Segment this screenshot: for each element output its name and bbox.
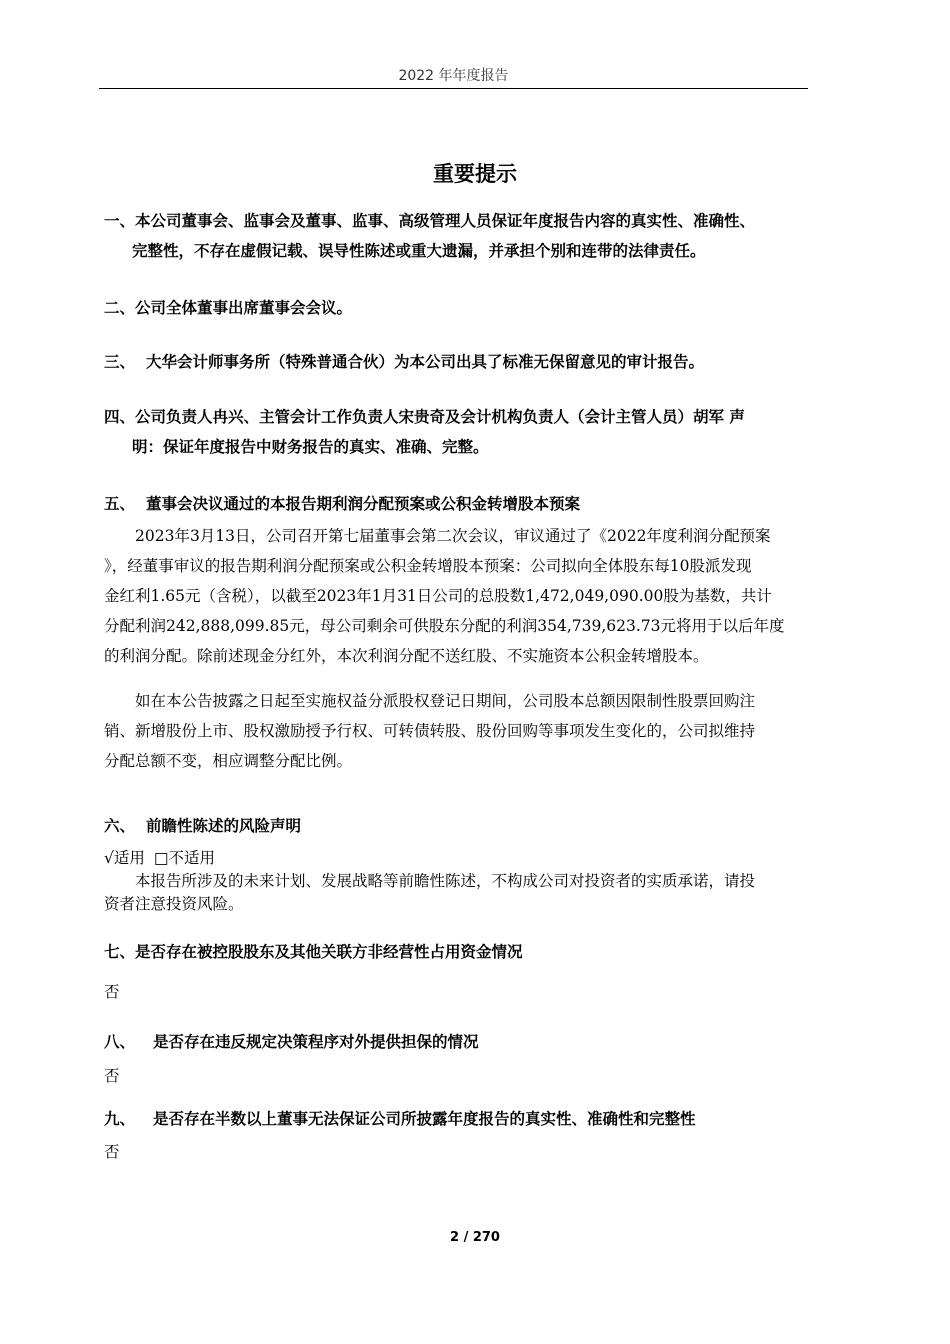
section-4-line-1: 四、公司负责人冉兴、主管会计工作负责人宋贵奇及会计机构负责人（会计主管人员）胡军 声 <box>104 408 745 426</box>
section-9-answer: 否 <box>104 1143 120 1161</box>
section-9-heading: 九、 是否存在半数以上董事无法保证公司所披露年度报告的真实性、准确性和完整性 <box>104 1110 696 1128</box>
header-divider <box>99 88 808 89</box>
page-number: 2 / 270 <box>450 1230 500 1245</box>
section-4 <box>104 402 824 462</box>
page-title: 重要提示 <box>433 162 517 186</box>
section-1-line-2: 完整性，不存在虚假记载、误导性陈述或重大遗漏，并承担个别和连带的法律责任。 <box>132 242 706 260</box>
section-8-heading: 八、 是否存在违反规定决策程序对外提供担保的情况 <box>104 1033 479 1051</box>
section-6-text: 前瞻性陈述的风险声明 <box>146 817 302 835</box>
risk-statement-paragraph: 本报告所涉及的未来计划、发展战略等前瞻性陈述，不构成公司对投资者的实质承诺，请投 资者注意投资风险。 <box>104 872 756 913</box>
section-7-answer: 否 <box>104 983 120 1001</box>
section-7-text: 是否存在被控股股东及其他关联方非经营性占用资金情况 <box>135 943 523 961</box>
section-1-line-1: 一、本公司董事会、监事会及董事、监事、高级管理人员保证年度报告内容的真实性、准确性、 <box>104 212 756 230</box>
section-5-text: 董事会决议通过的本报告期利润分配预案或公积金转增股本预案 <box>146 495 581 513</box>
section-4-line-2: 明：保证年度报告中财务报告的真实、准确、完整。 <box>132 438 489 456</box>
section-3-text: 大华会计师事务所（特殊普通合伙）为本公司出具了标准无保留意见的审计报告。 <box>146 353 705 371</box>
section-5-heading: 五、 董事会决议通过的本报告期利润分配预案或公积金转增股本预案 <box>104 495 581 513</box>
section-3: 三、 大华会计师事务所（特殊普通合伙）为本公司出具了标准无保留意见的审计报告。 <box>104 353 705 371</box>
not-applicable-option: □不适用 <box>153 849 215 867</box>
section-7-heading: 七、是否存在被控股股东及其他关联方非经营性占用资金情况 <box>104 943 523 961</box>
share-change-paragraph: 如在本公告披露之日起至实施权益分派股权登记日期间，公司股本总额因限制性股票回购注 销、新增股份上市、股权激励授予行权、可转债转股、股份回购等事项发生变化的，公司拟维持 分配总额不变，相应调整分配比例。 <box>104 692 756 770</box>
section-1 <box>104 206 824 266</box>
section-8-answer: 否 <box>104 1067 120 1085</box>
section-2: 二、公司全体董事出席董事会会议。 <box>104 299 353 317</box>
applicable-option: √适用 <box>104 849 145 867</box>
section-6-heading: 六、 前瞻性陈述的风险声明 <box>104 817 302 835</box>
profit-distribution-paragraph: 2023年3月13日，公司召开第七届董事会第二次会议，审议通过了《2022年度利润分配预案 》，经董事审议的报告期利润分配预案或公积金转增股本预案：公司拟向全体股东每10股派发现 金红利1.65元（含税），以截至2023年1月31日公司的总股数1,472,049,090.00股为基数，共计 分配利润242,888,099.85元，母公司剩余可供股东分配的利润354,739,623.73元将用于以后年度 的利润分配。除前述现金分红外，本次利润分配不送红股、不实施资本公积金转增股本。 <box>104 527 785 665</box>
applicability-line <box>104 846 219 870</box>
running-header: 2022 年年度报告 <box>398 68 509 84</box>
section-2-text: 公司全体董事出席董事会会议。 <box>135 299 353 317</box>
section-8-text: 是否存在违反规定决策程序对外提供担保的情况 <box>153 1033 479 1051</box>
section-9-text: 是否存在半数以上董事无法保证公司所披露年度报告的真实性、准确性和完整性 <box>153 1110 696 1128</box>
